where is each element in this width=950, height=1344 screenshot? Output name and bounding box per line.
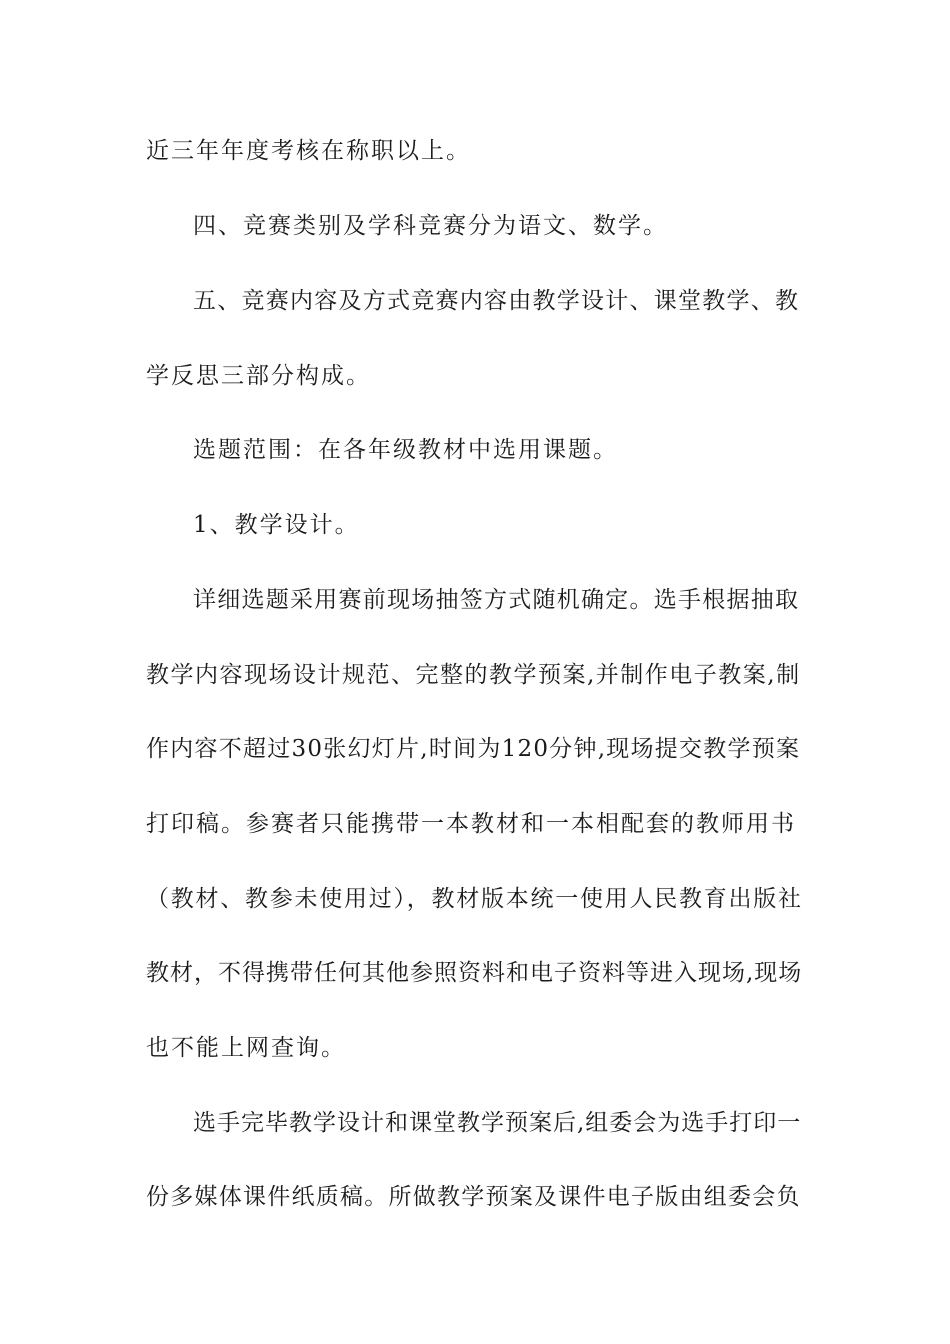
text-line-2: 四、竞赛类别及学科竞赛分为语文、数学。: [193, 213, 668, 239]
text-line-4: 学反思三部分构成。: [146, 363, 371, 389]
text-line-12: 教材，不得携带任何其他参照资料和电子资料等进入现场,现场: [146, 960, 803, 986]
text-line-10: 打印稿。参赛者只能携带一本教材和一本相配套的教师用书: [146, 811, 796, 837]
text-line-15: 份多媒体课件纸质稿。所做教学预案及课件电子版由组委会负: [146, 1184, 801, 1210]
text-line-5: 选题范围：在各年级教材中选用课题。: [193, 437, 618, 463]
text-line-8: 教学内容现场设计规范、完整的教学预案,并制作电子教案,制: [146, 662, 801, 688]
text-line-13: 也不能上网查询。: [146, 1035, 346, 1061]
text-line-7: 详细选题采用赛前现场抽签方式随机确定。选手根据抽取: [193, 587, 800, 613]
text-line-6: 1、教学设计。: [193, 512, 360, 538]
text-line-9: 作内容不超过30张幻灯片,时间为120分钟,现场提交教学预案: [146, 736, 801, 762]
text-line-1: 近三年年度考核在称职以上。: [146, 138, 471, 164]
text-line-11: （教材、教参未使用过），教材版本统一使用人民教育出版社: [146, 886, 803, 912]
text-line-14: 选手完毕教学设计和课堂教学预案后,组委会为选手打印一: [193, 1110, 802, 1136]
text-line-3: 五、竞赛内容及方式竞赛内容由教学设计、课堂教学、教: [193, 288, 800, 314]
